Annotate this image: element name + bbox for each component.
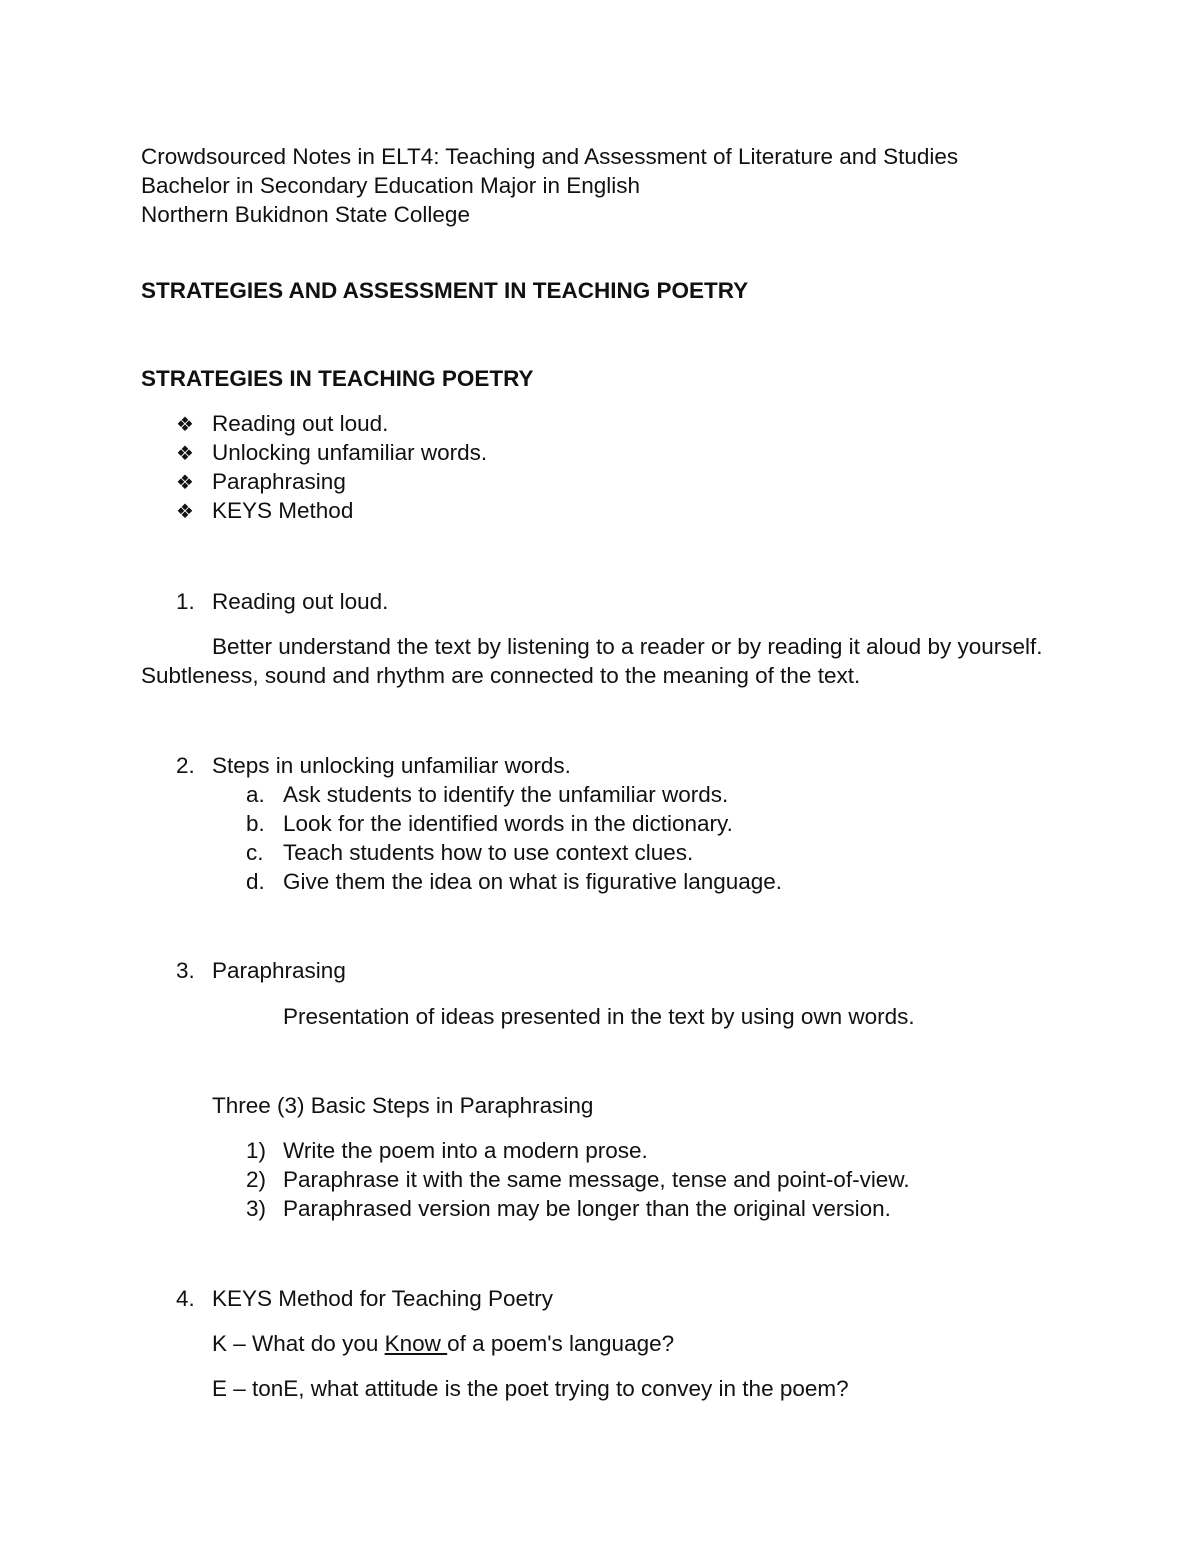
sub-item-letter: b.	[246, 811, 265, 836]
step-text: Paraphrased version may be longer than the original version.	[283, 1196, 891, 1221]
step-text: Paraphrase it with the same message, tense and point-of-view.	[283, 1167, 910, 1192]
item-3-number: 3.	[176, 958, 195, 983]
list-item: Reading out loud.	[212, 411, 389, 436]
item-1-paragraph-line-1: Better understand the text by listening to a reader or by reading it aloud by yourself.	[212, 634, 1043, 659]
step-text: Write the poem into a modern prose.	[283, 1138, 648, 1163]
item-4-title: KEYS Method for Teaching Poetry	[212, 1286, 554, 1311]
sub-item-text: Give them the idea on what is figurative language.	[283, 869, 783, 894]
bullet-icon: ❖	[176, 443, 194, 465]
bullet-icon: ❖	[176, 501, 194, 523]
bullet-icon: ❖	[176, 414, 194, 436]
item-3-definition: Presentation of ideas presented in the text by using own words.	[283, 1004, 915, 1029]
sub-item-text: Ask students to identify the unfamiliar words.	[283, 782, 729, 807]
main-title: STRATEGIES AND ASSESSMENT IN TEACHING POETRY	[141, 278, 749, 303]
keys-k-prefix: K – What do you	[212, 1331, 385, 1356]
item-1-title: Reading out loud.	[212, 589, 389, 614]
sub-item-letter: d.	[246, 869, 265, 894]
sub-item-letter: c.	[246, 840, 264, 865]
list-item: KEYS Method	[212, 498, 354, 523]
header-line-course: Crowdsourced Notes in ELT4: Teaching and Assessment of Literature and Studies	[141, 144, 959, 169]
keys-k-line	[212, 1330, 674, 1358]
sub-item-text: Look for the identified words in the dictionary.	[283, 811, 733, 836]
list-item: Unlocking unfamiliar words.	[212, 440, 488, 465]
step-number: 3)	[246, 1196, 267, 1221]
keys-k-suffix: of a poem's language?	[447, 1331, 675, 1356]
sub-item-letter: a.	[246, 782, 265, 807]
keys-e-line: E – tonE, what attitude is the poet trying to convey in the poem?	[212, 1376, 849, 1401]
item-1-paragraph-line-2: Subtleness, sound and rhythm are connected to the meaning of the text.	[141, 663, 861, 688]
header-line-program: Bachelor in Secondary Education Major in English	[141, 173, 641, 198]
step-number: 1)	[246, 1138, 267, 1163]
item-1-number: 1.	[176, 589, 195, 614]
header-line-college: Northern Bukidnon State College	[141, 202, 470, 227]
item-2-title: Steps in unlocking unfamiliar words.	[212, 753, 571, 778]
step-number: 2)	[246, 1167, 267, 1192]
item-2-number: 2.	[176, 753, 195, 778]
bullet-icon: ❖	[176, 472, 194, 494]
sub-item-text: Teach students how to use context clues.	[283, 840, 694, 865]
list-item: Paraphrasing	[212, 469, 346, 494]
keys-k-underlined-word: Know	[384, 1331, 448, 1356]
item-3-steps-heading: Three (3) Basic Steps in Paraphrasing	[212, 1093, 594, 1118]
section-title: STRATEGIES IN TEACHING POETRY	[141, 366, 534, 391]
item-3-title: Paraphrasing	[212, 958, 346, 983]
item-4-number: 4.	[176, 1286, 195, 1311]
